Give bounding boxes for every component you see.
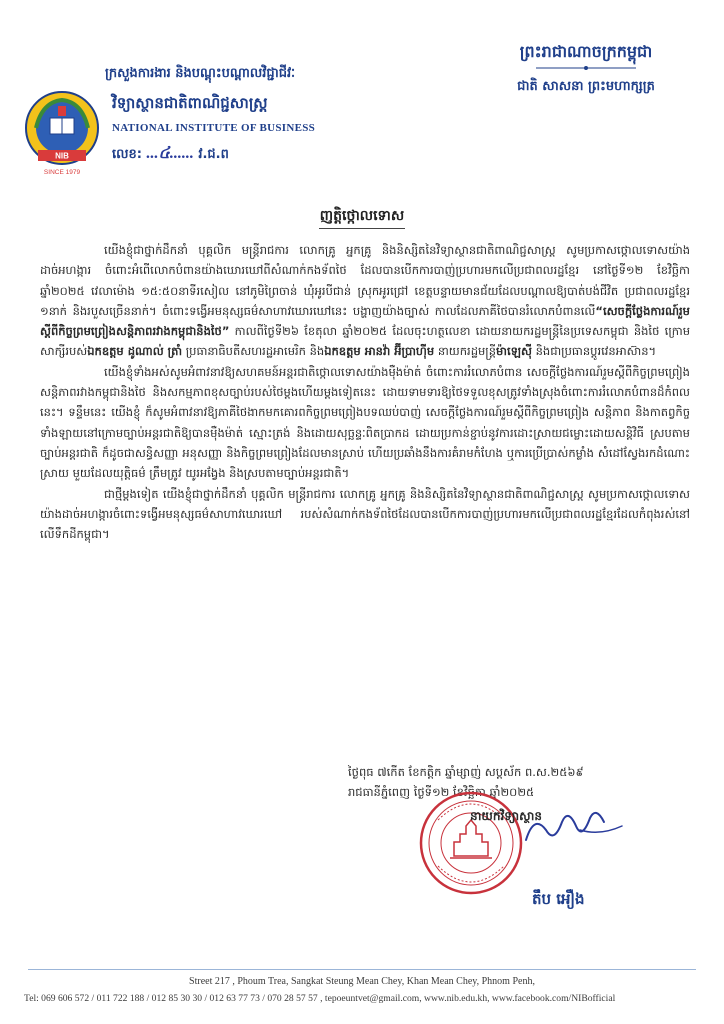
paragraph-1-part-b: កាលពីថ្ងៃទី២៦ ខែតុលា ឆ្នាំ២០២៥ ដែលចុះហត្ថលេខា ដោយនាយករដ្ឋមន្ត្រីនៃប្រទេសកម្ពុជា និងថៃ ក្រោម សាក្សីរបស់ (40, 324, 690, 359)
malaysia-name: ម៉ាឡេស៊ី (496, 344, 532, 359)
reference-number (112, 142, 229, 166)
footer-divider (28, 969, 696, 970)
document-title: ញត្តិថ្កោលទោស (319, 208, 405, 224)
paragraph-1-part-a: យើងខ្ញុំជាថ្នាក់ដឹកនាំ បុគ្គលិក មន្ត្រីរាជការ លោកគ្រូ អ្នកគ្រូ និងនិស្សិតនៃវិទ្យាស្ថានជាតិពាណិជ្ជសាស្ត្រ សូមប្រកាសថ្កោលទោសយ៉ាងដាច់អហង្ការ ចំពោះអំពើលោកបំពានយ៉ាងឃោរឃៅពីសំណាក់កងទ័ពថៃ ដែលបានបើកការបាញ់ប្រហារមកលើប្រជាពលរដ្ឋខ្មែរ នៅថ្ងៃទី១២ ខែវិច្ឆិកា ឆ្នាំ២០២៥ វេលាម៉ោង ១៥:៥០នាទីរសៀល នៅភូមិព្រៃចាន់ ឃុំអូរបីជាន់ ស្រុកអូរជ្រៅ ខេត្តបន្ទាយមានជ័យដែលបណ្តាលឱ្យបាត់បង់ជីវិត ប្រជាពលរដ្ឋខ្មែរ ១នាក់ និងរបួសច្រើននាក់។ ចំពោះទង្វើអមនុស្សធម៌សាហាវឃោរឃៅនេះ បង្ហាញយ៉ាងច្បាស់ កាលដែលភាគីថៃបានរំលោភបំពានលើ (40, 243, 690, 318)
malaysia-pm-name: ឯកឧត្តម អានវ៉ា អ៊ីប្រាហ៊ីម (324, 344, 435, 359)
lunar-date: ថ្ងៃពុធ ៧កើត ខែកត្តិក ឆ្នាំម្សាញ់ សប្តស័ក ព.ស.២៥៦៩ (348, 765, 584, 779)
paragraph-2: យើងខ្ញុំទាំងអស់សូមអំពាវនាវឱ្យសហគមន៍អន្តរជាតិថ្កោលទោសយ៉ាងម៉ឺងម៉ាត់ ចំពោះការរំលោភបំពាន សេចក្តីថ្លែងការណ៍រួមស្តីពីកិច្ចព្រមព្រៀងសន្តិភាពរវាងកម្ពុជានិងថៃ និងសកម្មភាពខុសច្បាប់របស់ថៃម្តងហើយម្តងទៀតនេះ ដោយទាមទារឱ្យថៃទទួលខុសត្រូវទាំងស្រុងចំពោះការរំលោភបំពានដ៏កំពលនេះ។ ទន្ទឹមនេះ យើងខ្ញុំ ក៏សូមអំពាវនាវឱ្យភាគីថៃងាកមកគោរពកិច្ចព្រមព្រៀងបទឈប់បាញ់ សេចក្តីថ្លែងការណ៍រួមស្តីពីកិច្ចព្រមព្រៀង សន្តិភាព និងកាតព្វកិច្ចទាំងឡាយនៅក្រោមច្បាប់អន្តរជាតិឱ្យបានម៉ឺងម៉ាត់ ស្មោះត្រង់ និងដោយសុច្ឆន្ទៈពិតប្រាកដ ដោយប្រកាន់ខ្ជាប់នូវការដោះស្រាយជម្លោះដោយសន្តិវិធី ស្របតាមច្បាប់អន្តរជាតិ ក៏ដូចជាសន្ធិសញ្ញា អនុសញ្ញា និងកិច្ចព្រមព្រៀងដែលមានស្រាប់ ហើយប្រឆាំងនឹងការគំរាមកំហែង ឬការប្រើប្រាស់កម្លាំង សំដៅស្វែងរកដំណោះស្រាយ មួយដែលយុត្តិធម៌ ត្រឹមត្រូវ យូរអង្វែង និងស្របតាមច្បាប់អន្តរជាតិ។ (40, 364, 690, 481)
signer-name: តឹប អឿង (532, 890, 585, 908)
reference-suffix: វ.ជ.ព (198, 147, 229, 162)
reference-label: លេខ: (112, 147, 142, 162)
institute-name-khmer: វិទ្យាស្ថានជាតិពាណិជ្ជសាស្ត្រ (112, 94, 268, 112)
logo-abbrev: NIB (55, 151, 69, 161)
solar-date: រាជធានីភ្នំពេញ ថ្ងៃទី១២ ខែវិច្ឆិកា ឆ្នាំ២០២៥ (348, 785, 535, 799)
paragraph-1-part-e: និងជាប្រធានប្តូរវេនអាស៊ាន។ (531, 344, 657, 359)
paragraph-1 (40, 240, 690, 362)
paragraph-1-part-d: នាយករដ្ឋមន្ត្រី (434, 344, 497, 359)
us-president-name: ឯកឧត្តម ដូណាល់ ត្រាំ (87, 344, 183, 359)
document-body (40, 240, 690, 544)
footer-contact: Tel: 069 606 572 / 011 722 188 / 012 85 30 30 / 012 63 77 73 / 070 28 57 57 , tepoeuntvet@gmail.com, www.nib.edu.kh, www.facebook.com/NIBofficial (24, 993, 616, 1004)
handwritten-signature (520, 800, 630, 860)
official-stamp (418, 790, 524, 896)
joint-statement-title: “សេចក្តីថ្លែងការណ៍រួមស្តីពីកិច្ចព្រមព្រៀងសន្តិភាពរវាងកម្ពុជានិងថៃ” (40, 303, 690, 339)
kingdom-name: ព្រះរាជាណាចក្រកម្ពុជា (519, 42, 653, 61)
kingdom-heading (486, 40, 686, 99)
title-underline (319, 228, 405, 229)
institute-name-english: NATIONAL INSTITUTE OF BUSINESS (112, 122, 316, 134)
reference-handwritten-number: ...៤...... (146, 145, 194, 162)
paragraph-3: ជាថ្មីម្តងទៀត យើងខ្ញុំជាថ្នាក់ដឹកនាំ បុគ្គលិក មន្ត្រីរាជការ លោកគ្រូ អ្នកគ្រូ និងនិស្សិតនៃវិទ្យាស្ថានជាតិពាណិជ្ជសាស្ត្រ សូមប្រកាសថ្កោលទោសយ៉ាងដាច់អហង្ការចំពោះទង្វើអមនុស្សធម៌សាហាវឃោរឃៅ របស់សំណាក់កងទ័ពថៃដែលបានបើកការបាញ់ប្រហារមកលើប្រជាពលរដ្ឋខ្មែរដែលកំពុងរស់នៅលើទឹកដីកម្ពុជា។ (40, 486, 690, 542)
nib-logo (22, 88, 102, 180)
logo-since: SINCE 1979 (43, 169, 81, 176)
kingdom-divider-ornament (536, 65, 636, 71)
ministry-name: ក្រសួងការងារ និងបណ្តុះបណ្តាលវិជ្ជាជីវៈ (105, 66, 296, 81)
national-motto: ជាតិ សាសនា ព្រះមហាក្សត្រ (517, 79, 655, 94)
signer-title: នាយកវិទ្យាស្ថាន (470, 809, 542, 823)
paragraph-1-part-c: ប្រធានាធិបតីសហរដ្ឋអាមេរិក និង (182, 344, 325, 359)
footer-address: Street 217 , Phoum Trea, Sangkat Steung Mean Chey, Khan Mean Chey, Phnom Penh, (189, 976, 535, 987)
